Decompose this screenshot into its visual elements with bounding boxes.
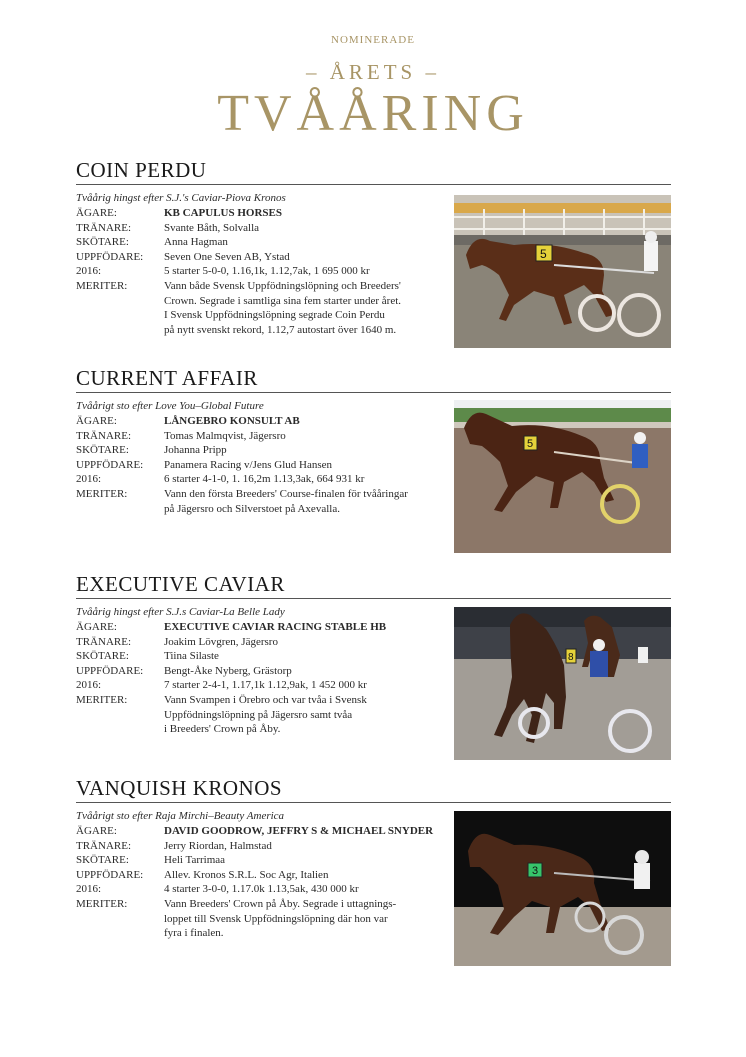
breeder-value: Allev. Kronos S.R.L. Soc Agr, Italien [164,868,329,881]
trainer-label: TRÄNARE: [76,839,131,852]
owner-label: ÄGARE: [76,825,117,837]
breeder-label: UPPFÖDARE: [76,458,144,471]
horse-entry-current-affair [76,366,671,515]
horse-photo [454,400,671,553]
horse-name: EXECUTIVE CAVIAR [76,572,671,599]
groom-value: Johanna Pripp [164,444,227,457]
owner-label: ÄGARE: [76,207,117,219]
groom-value: Tiina Silaste [164,650,219,663]
horse-facts [76,414,456,516]
owner-value: DAVID GOODROW, JEFFRY S & MICHAEL SNYDER [164,825,434,837]
groom-label: SKÖTARE: [76,236,129,249]
bib-number: 8 [568,652,574,663]
breeder-value: Seven One Seven AB, Ystad [164,250,290,263]
horse-entry-executive-caviar [76,572,671,736]
groom-label: SKÖTARE: [76,650,129,663]
breeder-label: UPPFÖDARE: [76,868,144,881]
breeder-label: UPPFÖDARE: [76,664,144,677]
trainer-label: TRÄNARE: [76,221,131,234]
owner-value: EXECUTIVE CAVIAR RACING STABLE HB [164,621,387,633]
groom-value: Heli Tarrimaa [164,854,226,867]
groom-value: Anna Hagman [164,236,228,249]
merits-label: MERITER: [76,487,128,500]
merits-label: MERITER: [76,897,128,910]
year-label: 2016: [76,883,102,896]
trainer-value: Svante Båth, Solvalla [164,221,260,234]
year-value: 4 starter 3-0-0, 1.17.0k 1.13,5ak, 430 000 kr [164,883,359,896]
horse-facts [76,620,456,737]
merits-label: MERITER: [76,693,128,706]
horse-pedigree: Tvåårig hingst efter S.J.'s Caviar-Piova Kronos [76,192,286,204]
breeder-value: Bengt-Åke Nyberg, Grästorp [164,664,292,677]
trainer-label: TRÄNARE: [76,429,131,442]
horse-photo [454,811,671,966]
horse-facts [76,206,456,337]
year-label: 2016: [76,679,102,692]
year-value: 5 starter 5-0-0, 1.16,1k, 1.12,7ak, 1 695 000 kr [164,265,370,278]
owner-value: LÅNGEBRO KONSULT AB [164,415,300,427]
horse-name: COIN PERDU [76,158,671,185]
groom-label: SKÖTARE: [76,854,129,867]
owner-value: KB CAPULUS HORSES [164,207,282,219]
horse-pedigree: Tvåårigt sto efter Love You–Global Future [76,400,264,412]
horse-pedigree: Tvåårigt sto efter Raja Mirchi–Beauty America [76,810,285,822]
groom-label: SKÖTARE: [76,444,129,457]
bib-number: 5 [540,247,547,261]
horse-photo [454,607,671,760]
bib-number: 5 [527,438,534,450]
trainer-value: Tomas Malmqvist, Jägersro [164,429,286,442]
horse-entry-vanquish-kronos [76,776,671,940]
year-label: 2016: [76,265,102,278]
merits-value: Vann både Svensk Uppfödningslöpning och Breeders' Crown. Segrade i samtliga sina fem starter under året. I Svensk Uppfödningslöpning segrade Coin Perdu på nytt svenskt rekord, 1.12,7 autostart över 1640 m. [164,279,402,336]
horse-entry-coin-perdu [76,158,671,336]
horse-photo [454,195,671,348]
horse-facts [76,824,456,941]
breeder-value: Panamera Racing v/Jens Glud Hansen [164,458,333,471]
merits-value: Vann den första Breeders' Course-finalen för tvååringar på Jägersro och Silverstoet på Axevalla. [164,487,408,515]
horse-name: VANQUISH KRONOS [76,776,671,803]
trainer-value: Jerry Riordan, Halmstad [164,839,272,852]
kicker: NOMINERADE [331,34,415,46]
owner-label: ÄGARE: [76,415,117,427]
year-value: 6 starter 4-1-0, 1. 16,2m 1.13,3ak, 664 931 kr [164,473,365,486]
subtitle: – ÅRETS – [305,60,440,84]
year-label: 2016: [76,473,102,486]
bib-number: 3 [532,865,539,877]
breeder-label: UPPFÖDARE: [76,250,144,263]
page-title: TVÅÅRING [217,85,529,142]
trainer-value: Joakim Lövgren, Jägersro [164,635,278,648]
merits-value: Vann Svampen i Örebro och var tvåa i Svensk Uppfödningslöpning på Jägersro samt tvåa i Breeders' Crown på Åby. [164,693,367,736]
merits-label: MERITER: [76,279,128,292]
horse-name: CURRENT AFFAIR [76,366,671,393]
year-value: 7 starter 2-4-1, 1.17,1k 1.12,9ak, 1 452 000 kr [164,679,367,692]
merits-value: Vann Breeders' Crown på Åby. Segrade i uttagnings- loppet till Svensk Uppfödningslöpning där hon var fyra i finalen. [164,897,397,940]
owner-label: ÄGARE: [76,621,117,633]
horse-pedigree: Tvåårig hingst efter S.J.s Caviar-La Belle Lady [76,606,285,618]
trainer-label: TRÄNARE: [76,635,131,648]
